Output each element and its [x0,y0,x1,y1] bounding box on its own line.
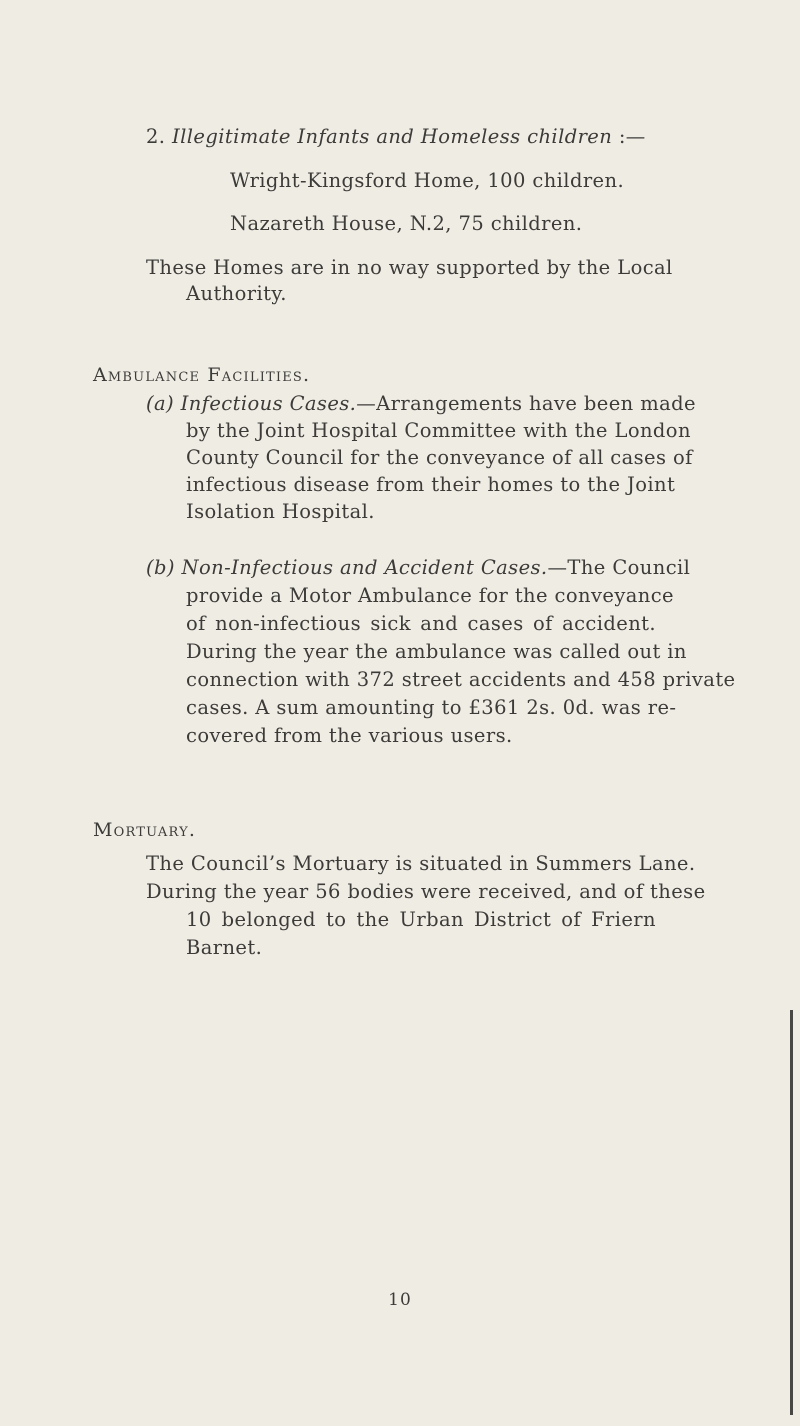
scan-edge-line [790,1010,793,1415]
homes-note-line: These Homes are in no way supported by the Local [146,256,673,279]
section-title: Illegitimate Infants and Homeless children [172,125,613,148]
item-b-first-line [146,555,690,581]
home-entry: Nazareth House, N.2, 75 children. [230,212,583,235]
section-title-suffix: :— [618,125,646,148]
home-entry: Wright-Kingsford Home, 100 children. [230,169,625,192]
item-b-line: of non-infectious sick and cases of accident. [186,612,656,635]
mortuary-line: The Council’s Mortuary is situated in Summers Lane. [146,852,696,875]
ambulance-heading: Ambulance Facilities. [93,364,311,386]
item-b-line: cases. A sum amounting to £361 2s. 0d. was re- [186,696,677,719]
mortuary-line: Barnet. [186,936,263,959]
homes-note-line: Authority. [186,282,287,305]
section-number: 2. [146,125,166,148]
item-a-line: Isolation Hospital. [186,500,375,523]
mortuary-line: During the year 56 bodies were received, and of these [146,880,706,903]
item-a-title: Infectious Cases. [180,392,357,415]
item-a-label: (a) [146,392,175,415]
mortuary-line: 10 belonged to the Urban District of Friern [186,908,656,931]
item-a-first-line [146,391,696,417]
item-a-line: County Council for the conveyance of all cases of [186,446,693,469]
item-b-label: (b) [146,556,175,579]
mortuary-heading: Mortuary. [93,819,197,841]
item-b-line: covered from the various users. [186,724,513,747]
item-a-line: infectious disease from their homes to the Joint [186,473,676,496]
section-2-heading [146,124,646,150]
item-a-text: —Arrangements have been made [356,392,696,415]
item-b-line: provide a Motor Ambulance for the conveyance [186,584,674,607]
item-a-line: by the Joint Hospital Committee with the London [186,419,691,442]
item-b-title: Non-Infectious and Accident Cases. [181,556,548,579]
item-b-line: During the year the ambulance was called out in [186,640,687,663]
page-number: 10 [388,1290,412,1310]
item-b-line: connection with 372 street accidents and 458 private [186,668,736,691]
item-b-text: —The Council [547,556,691,579]
